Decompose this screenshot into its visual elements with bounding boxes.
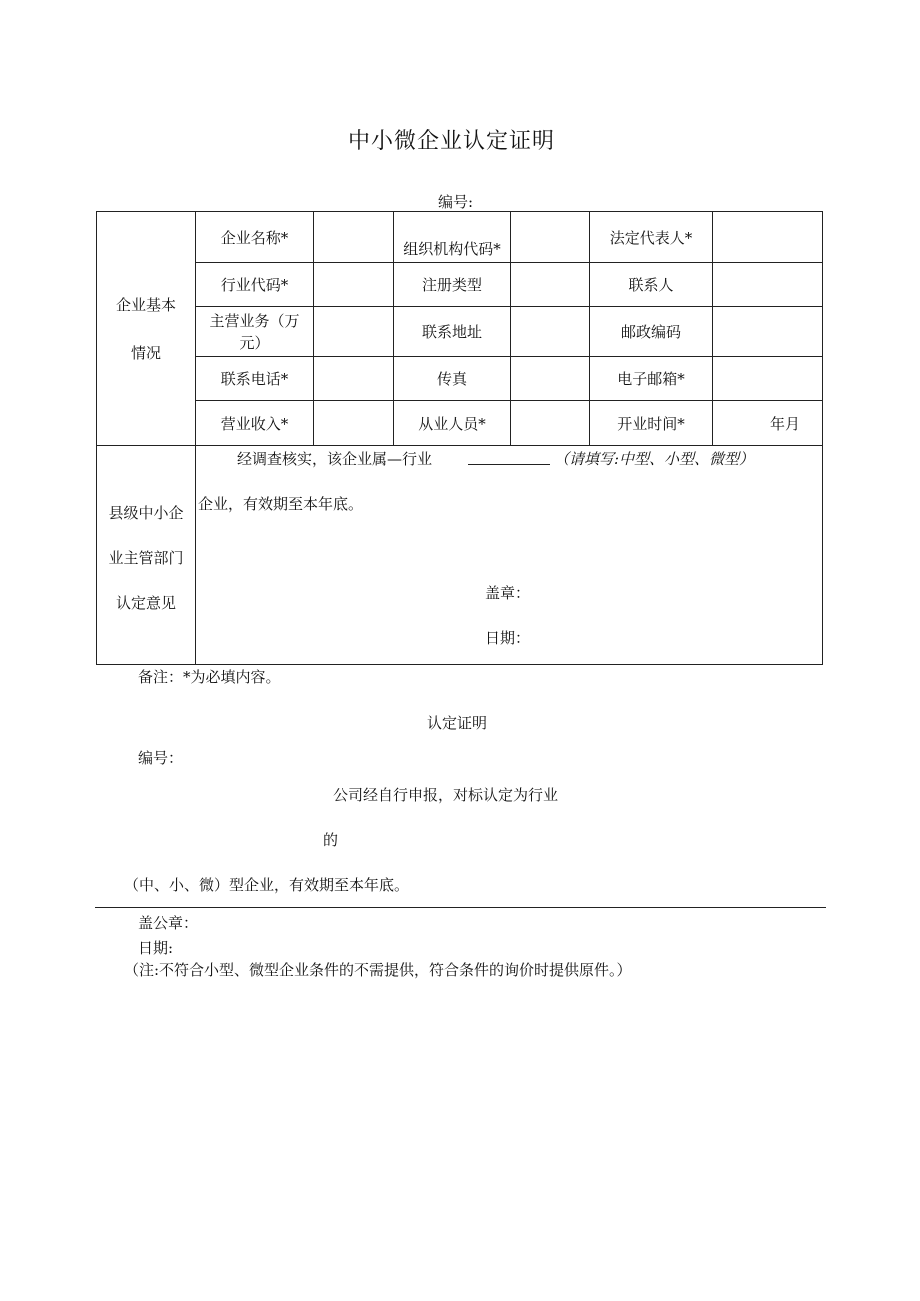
open-time-label: 开业时间* <box>590 401 713 446</box>
revenue-label: 营业收入* <box>196 401 314 446</box>
industry-code-label: 行业代码* <box>196 263 314 307</box>
industry-code-value[interactable] <box>314 263 394 307</box>
fax-value[interactable] <box>511 357 590 401</box>
opinion-line-2: 企业，有效期至本年底。 <box>198 495 364 513</box>
legal-rep-label: 法定代表人* <box>590 212 713 263</box>
contact-person-value[interactable] <box>713 263 823 307</box>
divider-line <box>95 907 826 908</box>
certificate-line-3: （中、小、微）型企业，有效期至本年底。 <box>124 876 410 894</box>
opinion-date: 日期： <box>485 629 531 647</box>
fax-label: 传真 <box>394 357 511 401</box>
opinion-line-1: 经调查核实，该企业属—行业 <box>237 450 433 468</box>
certificate-line-1: 公司经自行申报，对标认定为行业 <box>333 786 559 804</box>
enterprise-name-value[interactable] <box>314 212 394 263</box>
registration-type-value[interactable] <box>511 263 590 307</box>
required-note: 备注：*为必填内容。 <box>138 668 281 686</box>
industry-blank[interactable] <box>468 450 550 465</box>
org-code-label: 组织机构代码* <box>394 212 511 263</box>
certificate-title: 认定证明 <box>427 714 488 732</box>
phone-value[interactable] <box>314 357 394 401</box>
page-title: 中小微企业认定证明 <box>348 129 556 154</box>
main-business-label: 主营业务（万 元） <box>196 307 314 357</box>
serial-number-label: 编号: <box>438 193 474 211</box>
enterprise-form-table <box>96 211 823 665</box>
employees-label: 从业人员* <box>394 401 511 446</box>
certificate-line-2: 的 <box>323 831 339 849</box>
certificate-footnote: （注:不符合小型、微型企业条件的不需提供，符合条件的询价时提供原件。） <box>124 961 632 979</box>
enterprise-name-label: 企业名称* <box>196 212 314 263</box>
employees-value[interactable] <box>511 401 590 446</box>
legal-rep-value[interactable] <box>713 212 823 263</box>
org-code-value[interactable] <box>511 212 590 263</box>
fill-hint: （请填写:中型、小型、微型） <box>554 450 755 468</box>
registration-type-label: 注册类型 <box>394 263 511 307</box>
revenue-value[interactable] <box>314 401 394 446</box>
certificate-serial: 编号： <box>138 749 184 767</box>
open-time-value[interactable]: 年月 <box>713 401 823 446</box>
contact-person-label: 联系人 <box>590 263 713 307</box>
email-label: 电子邮箱* <box>590 357 713 401</box>
basic-info-section-label: 企业基本 情况 <box>97 212 196 446</box>
postal-code-value[interactable] <box>713 307 823 357</box>
opinion-seal: 盖章： <box>485 584 531 602</box>
phone-label: 联系电话* <box>196 357 314 401</box>
contact-address-value[interactable] <box>511 307 590 357</box>
opinion-section-label: 县级中小企 业主管部门 认定意见 <box>97 446 196 665</box>
postal-code-label: 邮政编码 <box>590 307 713 357</box>
main-business-value[interactable] <box>314 307 394 357</box>
certificate-date: 日期: <box>138 939 174 957</box>
opinion-content <box>196 446 823 665</box>
contact-address-label: 联系地址 <box>394 307 511 357</box>
certificate-seal: 盖公章： <box>138 914 199 932</box>
email-value[interactable] <box>713 357 823 401</box>
